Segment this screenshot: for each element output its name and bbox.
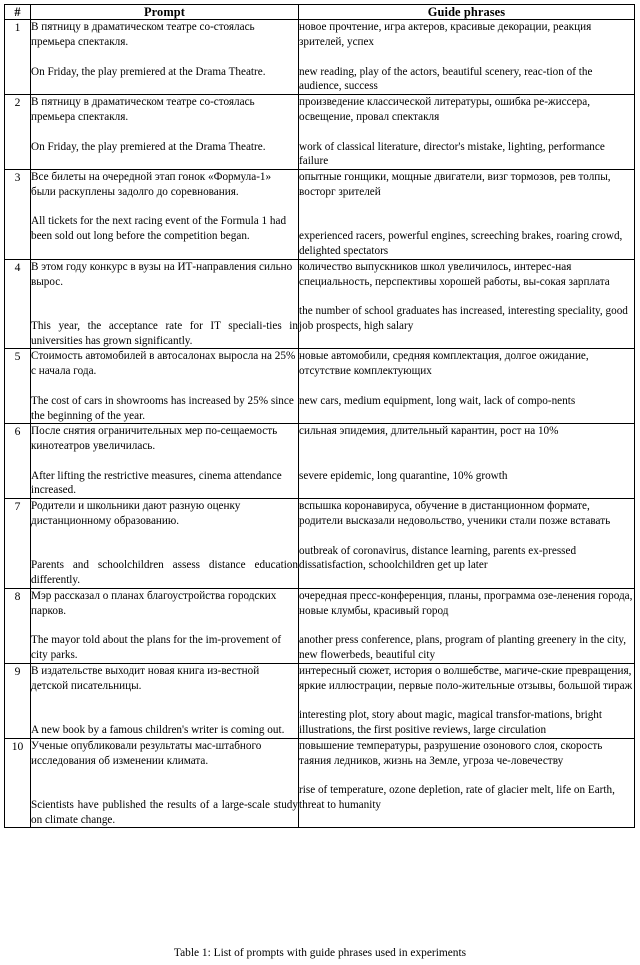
guide-russian: очередная пресс-конференция, планы, программа озе-ленения города, новые клумбы, красивый город <box>299 589 633 617</box>
guide-russian: произведение классической литературы, ошибка ре-жиссера, освещение, провал спектакля <box>299 96 591 123</box>
prompt-cell <box>31 259 299 349</box>
guide-phrases-cell <box>299 95 635 170</box>
guide-english: interesting plot, story about magic, magical transfor-mations, bright illustrations, the first positive reviews, large circulation <box>299 709 603 736</box>
guide-english: experienced racers, powerful engines, screeching brakes, roaring crowd, delighted spectators <box>299 230 623 257</box>
guide-russian: сильная эпидемия, длительный карантин, рост на 10% <box>299 425 559 438</box>
prompt-russian: Ученые опубликовали результаты мас-штабного исследования об изменении климата. <box>31 739 262 767</box>
paragraph-spacer <box>31 50 298 65</box>
paragraph-spacer <box>31 454 298 469</box>
prompt-english: On Friday, the play premiered at the Drama Theatre. <box>31 140 266 153</box>
header-row <box>5 5 635 20</box>
paragraph-spacer <box>299 379 634 394</box>
prompt-cell <box>31 170 299 260</box>
row-number: 9 <box>5 663 31 738</box>
paragraph-spacer <box>299 50 634 65</box>
guide-english: rise of temperature, ozone depletion, rate of glacier melt, life on Earth, threat to humanity <box>299 784 615 811</box>
row-number: 10 <box>5 738 31 828</box>
paragraph-spacer <box>31 693 298 723</box>
row-number: 4 <box>5 259 31 349</box>
guide-english: work of classical literature, director's mistake, lighting, performance failure <box>299 140 605 168</box>
table-row <box>5 349 635 424</box>
paragraph-spacer <box>299 439 634 469</box>
paragraph-spacer <box>31 125 298 140</box>
table-row <box>5 424 635 499</box>
prompts-table <box>4 4 635 828</box>
guide-phrases-cell <box>299 424 635 499</box>
row-number: 7 <box>5 499 31 589</box>
prompt-russian: В пятницу в драматическом театре со-стоялась премьера спектакля. <box>31 96 255 123</box>
prompt-cell <box>31 20 299 95</box>
guide-russian: новые автомобили, средняя комплектация, долгое ожидание, отсутствие комплектующих <box>299 350 589 378</box>
guide-russian: количество выпускников школ увеличилось, интерес-ная специальность, перспективы хорошей работы, вы-сокая зарплата <box>299 260 610 288</box>
guide-russian: интересный сюжет, история о волшебстве, магиче-ские превращения, яркие иллюстрации, первые поло-жительные отзывы, большой тираж <box>299 664 633 692</box>
table-row <box>5 588 635 663</box>
table-row <box>5 738 635 828</box>
paragraph-spacer <box>31 200 298 215</box>
prompt-russian: Мэр рассказал о планах благоустройства городских парков. <box>31 589 277 617</box>
prompt-english: The cost of cars in showrooms has increased by 25% since the beginning of the year. <box>31 394 294 422</box>
guide-english: severe epidemic, long quarantine, 10% growth <box>299 469 508 482</box>
prompt-english: A new book by a famous children's writer is coming out. <box>31 723 285 736</box>
paragraph-spacer <box>31 529 298 559</box>
table-row <box>5 95 635 170</box>
row-number: 6 <box>5 424 31 499</box>
prompt-cell <box>31 424 299 499</box>
prompt-cell <box>31 95 299 170</box>
paragraph-spacer <box>31 379 298 394</box>
prompt-russian: В этом году конкурс в вузы на ИТ-направления сильно вырос. <box>31 260 293 288</box>
row-number: 5 <box>5 349 31 424</box>
guide-russian: повышение температуры, разрушение озонового слоя, скорость таяния ледников, жизнь на Земле, угроза че-ловечеству <box>299 739 603 767</box>
column-header-guide-phrases: Guide phrases <box>299 5 635 20</box>
guide-english: outbreak of coronavirus, distance learning, parents ex-pressed dissatisfaction, schoolchildren get up later <box>299 544 577 572</box>
table-row <box>5 20 635 95</box>
guide-phrases-cell <box>299 663 635 738</box>
paragraph-spacer <box>299 693 634 708</box>
prompt-english: The mayor told about the plans for the im-provement of city parks. <box>31 634 282 662</box>
prompt-cell <box>31 738 299 828</box>
paragraph-spacer <box>299 200 634 230</box>
paragraph-spacer <box>299 529 634 544</box>
guide-phrases-cell <box>299 259 635 349</box>
prompt-english: Scientists have published the results of a large-scale study on climate change. <box>31 798 298 826</box>
row-number: 1 <box>5 20 31 95</box>
guide-phrases-cell <box>299 738 635 828</box>
paragraph-spacer <box>299 289 634 304</box>
guide-russian: вспышка коронавируса, обучение в дистанционном формате, родители высказали недовольство, ученики стали позже вставать <box>299 500 611 528</box>
guide-russian: новое прочтение, игра актеров, красивые декорации, реакция зрителей, успех <box>299 21 592 49</box>
paragraph-spacer <box>31 289 298 319</box>
prompt-english: Parents and schoolchildren assess distance education differently. <box>31 559 298 587</box>
table-caption: Table 1: List of prompts with guide phrases used in experiments <box>173 947 467 959</box>
guide-english: another press conference, plans, program of planting greenery in the city, new flowerbeds, beautiful city <box>299 634 627 662</box>
guide-english: new reading, play of the actors, beautiful scenery, reac-tion of the audience, success <box>299 65 593 93</box>
row-number: 8 <box>5 588 31 663</box>
guide-phrases-cell <box>299 170 635 260</box>
prompt-russian: Родители и школьники дают разную оценку дистанционному образованию. <box>31 500 241 528</box>
row-number: 2 <box>5 95 31 170</box>
guide-phrases-cell <box>299 349 635 424</box>
guide-phrases-cell <box>299 588 635 663</box>
prompt-english: This year, the acceptance rate for IT speciali-ties in universities has grown significantly. <box>31 319 298 347</box>
paragraph-spacer <box>31 619 298 634</box>
row-number: 3 <box>5 170 31 260</box>
prompt-russian: В издательстве выходит новая книга из-вестной детской писательницы. <box>31 664 260 692</box>
table-row <box>5 499 635 589</box>
guide-phrases-cell <box>299 20 635 95</box>
prompt-cell <box>31 499 299 589</box>
paragraph-spacer <box>299 125 634 140</box>
prompt-english: On Friday, the play premiered at the Drama Theatre. <box>31 65 266 78</box>
prompt-english: After lifting the restrictive measures, cinema attendance increased. <box>31 469 282 497</box>
prompt-russian: После снятия ограничительных мер по-сещаемость кинотеатров увеличилась. <box>31 425 278 453</box>
guide-english: the number of school graduates has increased, interesting speciality, good job prospects, high salary <box>299 305 628 332</box>
prompt-english: All tickets for the next racing event of the Formula 1 had been sold out long before the competition began. <box>31 215 287 243</box>
prompt-cell <box>31 663 299 738</box>
table-row <box>5 259 635 349</box>
prompt-russian: Все билеты на очередной этап гонок «Формула-1» были раскуплены задолго до соревнования. <box>31 171 272 198</box>
guide-phrases-cell <box>299 499 635 589</box>
table-header <box>5 5 635 20</box>
column-header-prompt: Prompt <box>31 5 299 20</box>
prompt-cell <box>31 588 299 663</box>
paragraph-spacer <box>31 768 298 798</box>
prompt-russian: Стоимость автомобилей в автосалонах выросла на 25% с начала года. <box>31 350 296 378</box>
paragraph-spacer <box>299 768 634 783</box>
prompt-russian: В пятницу в драматическом театре со-стоялась премьера спектакля. <box>31 21 255 49</box>
prompt-cell <box>31 349 299 424</box>
column-header-number: # <box>5 5 31 20</box>
paragraph-spacer <box>299 619 634 634</box>
table-row <box>5 170 635 260</box>
guide-russian: опытные гонщики, мощные двигатели, визг тормозов, рев толпы, восторг зрителей <box>299 171 611 198</box>
table-row <box>5 663 635 738</box>
guide-english: new cars, medium equipment, long wait, lack of compo-nents <box>299 394 576 407</box>
table-body <box>5 20 635 828</box>
